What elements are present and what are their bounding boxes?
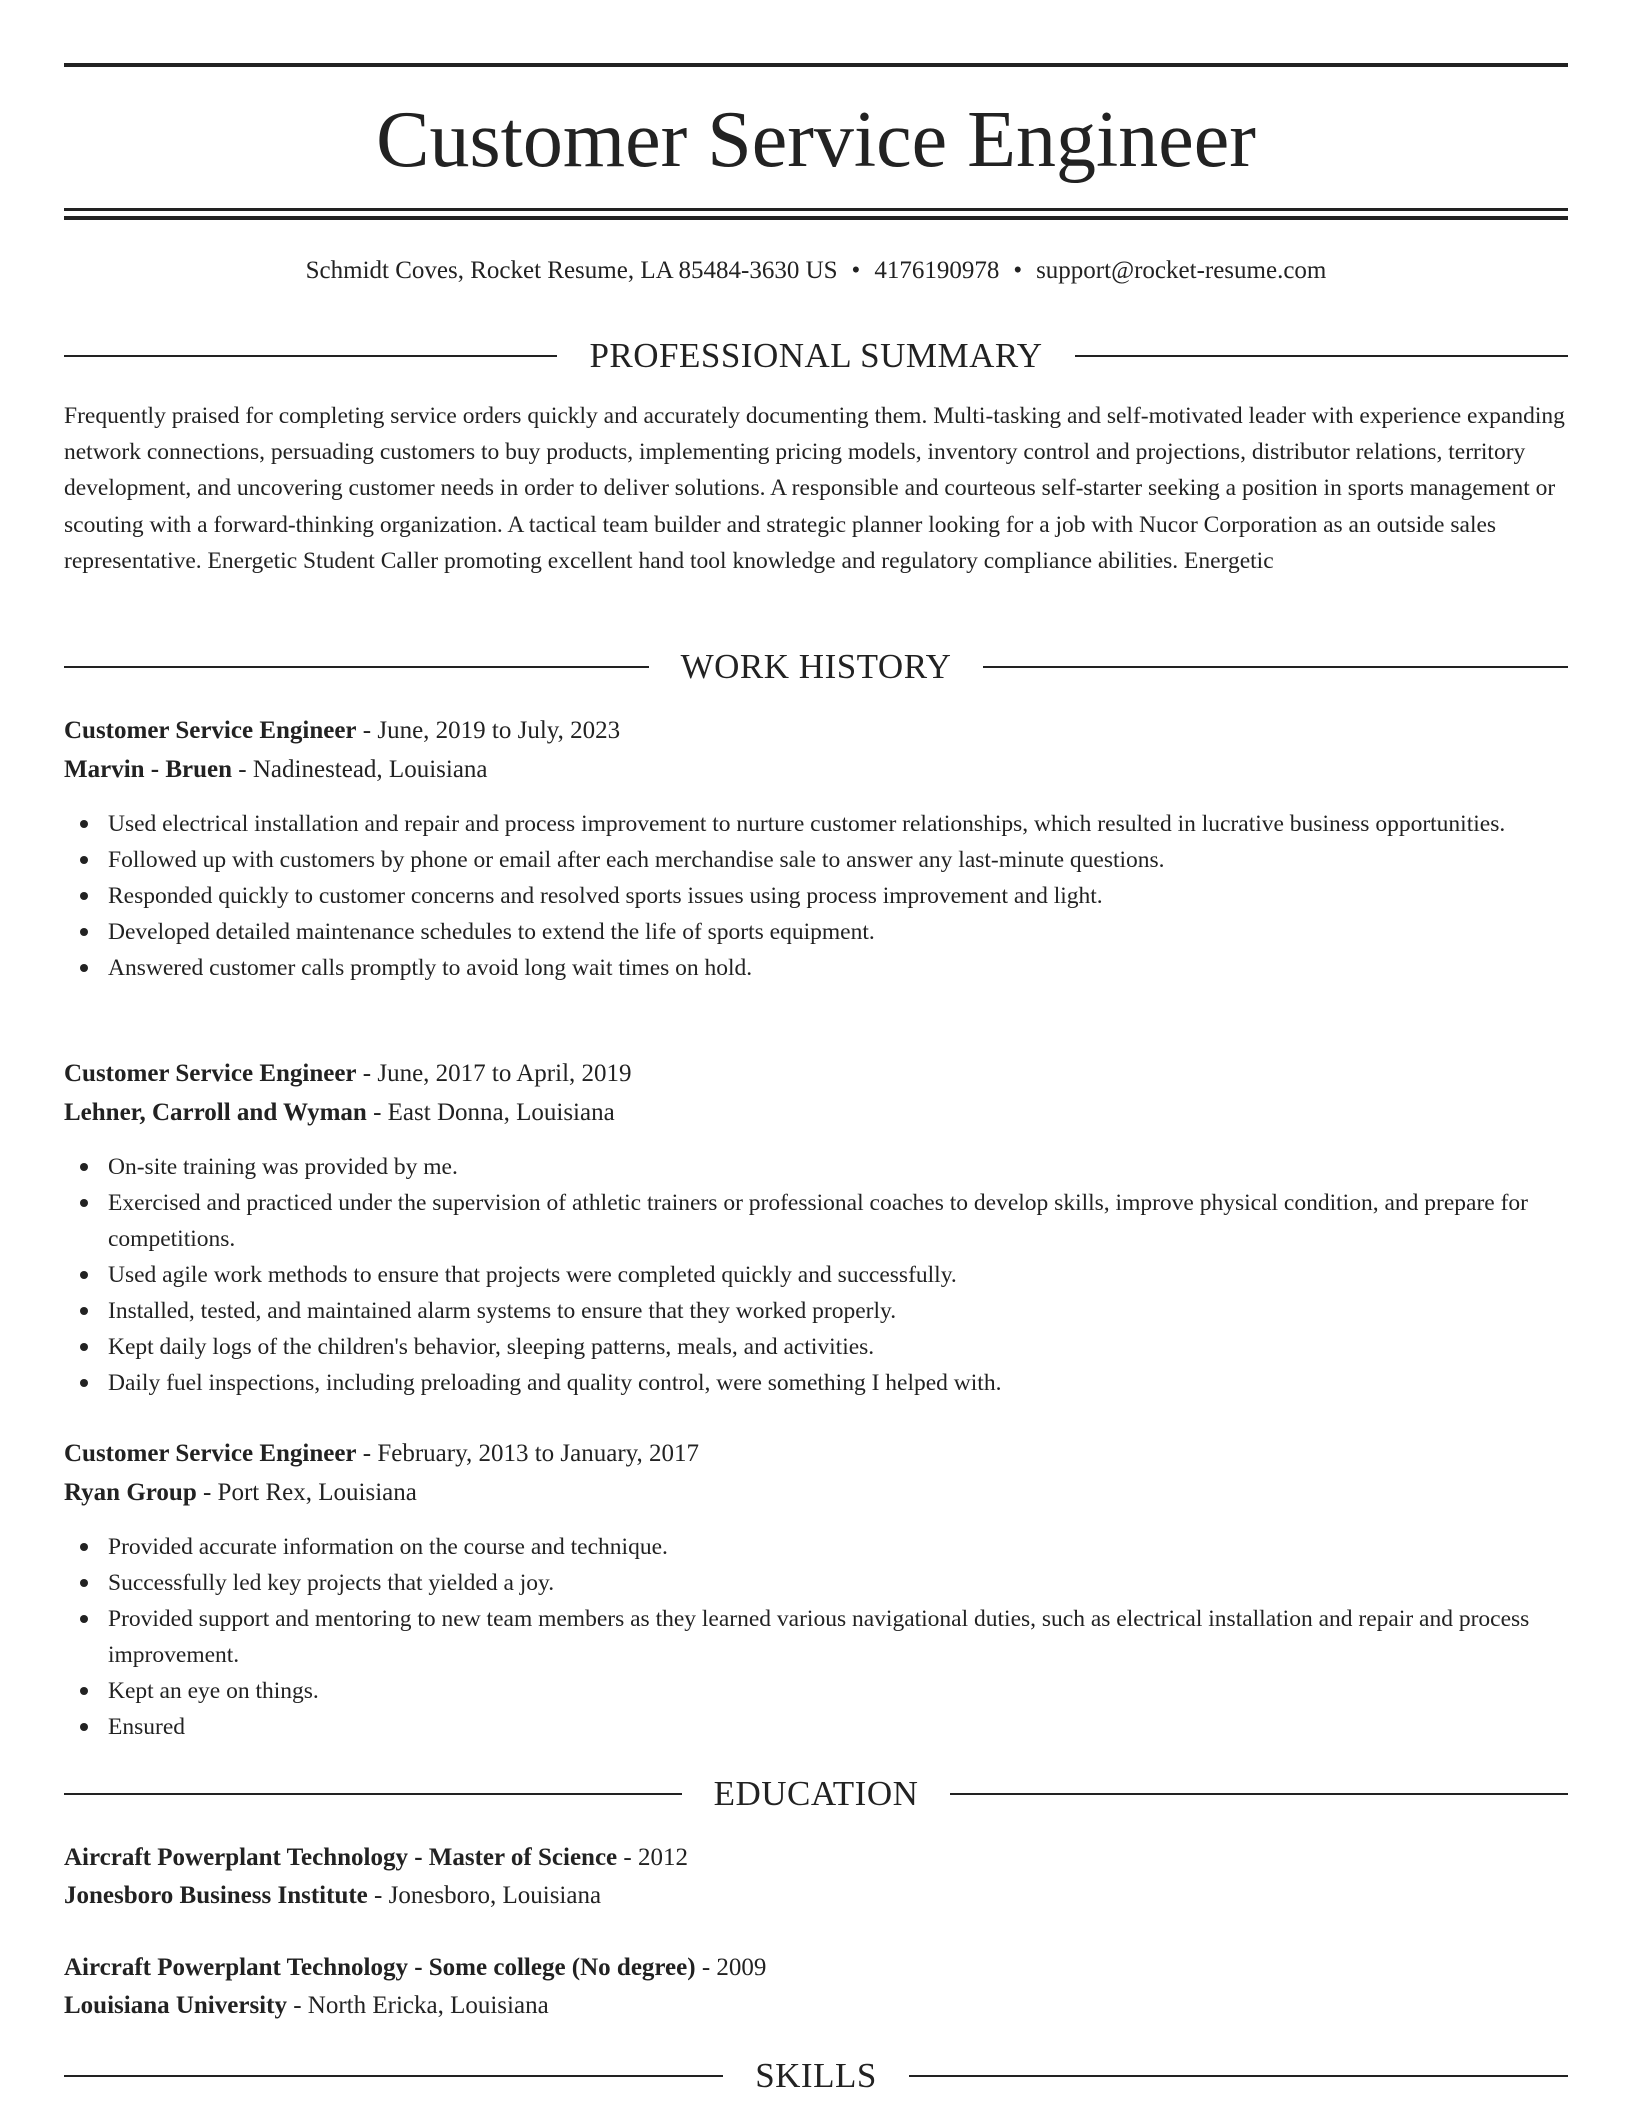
job-dates: - June, 2017 to April, 2019: [356, 1060, 632, 1087]
bullet-icon: [80, 1343, 88, 1351]
list-item: [64, 1257, 1568, 1293]
job-company-line: [64, 1096, 1568, 1130]
list-item: [64, 1601, 1568, 1673]
bullet-text: Developed detailed maintenance schedules to extend the life of sports equipment.: [108, 919, 875, 945]
education-school-line: [64, 1879, 1568, 1913]
bullet-icon: [80, 1543, 88, 1551]
section-title: PROFESSIONAL SUMMARY: [589, 336, 1043, 375]
bullet-text: Ensured: [108, 1714, 186, 1740]
job-title: Customer Service Engineer: [64, 1440, 357, 1467]
job-company-line: [64, 753, 1568, 787]
bullet-icon: [80, 892, 88, 900]
education-school: Louisiana University: [64, 1992, 287, 2019]
bullet-icon: [80, 1163, 88, 1171]
bullet-text: Daily fuel inspections, including preloading and quality control, were something I helped with.: [108, 1370, 1002, 1396]
job-company: Lehner, Carroll and Wyman: [64, 1099, 367, 1126]
section-rule: [950, 1793, 1568, 1795]
section-rule: [64, 355, 557, 357]
bullet-text: Exercised and practiced under the supervision of athletic trainers or professional coaches to develop skills, improve physical condition, and prepare for competitions.: [108, 1190, 1528, 1252]
list-item: [64, 806, 1568, 842]
education-location: - North Ericka, Louisiana: [286, 1992, 549, 2019]
list-item: [64, 1709, 1568, 1745]
bullet-icon: [80, 856, 88, 864]
section-rule: [64, 1793, 682, 1795]
list-item: [64, 842, 1568, 878]
contact-email[interactable]: support@rocket-resume.com: [1036, 257, 1327, 284]
section-rule: [1075, 355, 1568, 357]
bullet-icon: [80, 964, 88, 972]
job-bullets: [64, 806, 1568, 986]
list-item: [64, 1185, 1568, 1257]
job-title: Customer Service Engineer: [64, 717, 357, 744]
job-title-line: [64, 1057, 1568, 1091]
bullet-text: Provided accurate information on the course and technique.: [108, 1534, 668, 1560]
header-bottom-rule-second: [64, 216, 1568, 220]
list-item: [64, 1673, 1568, 1709]
contact-separator: •: [1013, 257, 1023, 284]
candidate-name: Customer Service Engineer: [376, 96, 1256, 184]
bullet-icon: [80, 1615, 88, 1623]
bullet-text: Used agile work methods to ensure that projects were completed quickly and successfully.: [108, 1262, 957, 1288]
section-heading-summary: [64, 334, 1568, 378]
list-item: [64, 1293, 1568, 1329]
list-item: [64, 878, 1568, 914]
job-company: Ryan Group: [64, 1479, 197, 1506]
section-heading-work-history: [64, 645, 1568, 689]
education-year: - 2012: [617, 1844, 688, 1871]
job-bullets: [64, 1529, 1568, 1745]
job-location: - East Donna, Louisiana: [366, 1099, 615, 1126]
education-degree: Aircraft Powerplant Technology - Some college (No degree): [64, 1954, 696, 1981]
bullet-text: Kept an eye on things.: [108, 1678, 319, 1704]
job-location: - Port Rex, Louisiana: [196, 1479, 417, 1506]
header-top-rule: [64, 63, 1568, 67]
bullet-icon: [80, 1687, 88, 1695]
list-item: [64, 914, 1568, 950]
bullet-text: On-site training was provided by me.: [108, 1154, 458, 1180]
job-title-line: [64, 1437, 1568, 1471]
education-degree-line: [64, 1951, 1568, 1985]
section-rule: [983, 666, 1568, 668]
bullet-text: Installed, tested, and maintained alarm systems to ensure that they worked properly.: [108, 1298, 897, 1324]
bullet-text: Kept daily logs of the children's behavior, sleeping patterns, meals, and activities.: [108, 1334, 875, 1360]
education-school: Jonesboro Business Institute: [64, 1882, 368, 1909]
contact-phone[interactable]: 4176190978: [874, 257, 1000, 284]
bullet-icon: [80, 1723, 88, 1731]
bullet-icon: [80, 1307, 88, 1315]
education-degree-line: [64, 1841, 1568, 1875]
list-item: [64, 1565, 1568, 1601]
list-item: [64, 1365, 1568, 1401]
bullet-icon: [80, 1199, 88, 1207]
list-item: [64, 1529, 1568, 1565]
bullet-text: Followed up with customers by phone or email after each merchandise sale to answer any last-minute questions.: [108, 847, 1165, 873]
bullet-icon: [80, 1579, 88, 1587]
education-year: - 2009: [695, 1954, 767, 1981]
section-title: WORK HISTORY: [680, 647, 952, 686]
bullet-icon: [80, 928, 88, 936]
header-bottom-rule: [64, 208, 1568, 211]
job-company-line: [64, 1476, 1568, 1510]
education-school-line: [64, 1989, 1568, 2023]
bullet-icon: [80, 820, 88, 828]
section-rule: [64, 2075, 723, 2077]
contact-line: [64, 254, 1568, 288]
education-degree: Aircraft Powerplant Technology - Master of Science: [64, 1844, 618, 1871]
section-title: SKILLS: [755, 2056, 877, 2095]
list-item: [64, 1329, 1568, 1365]
contact-separator: •: [851, 257, 861, 284]
section-rule: [909, 2075, 1568, 2077]
job-company: Marvin - Bruen: [64, 756, 233, 783]
bullet-text: Responded quickly to customer concerns and resolved sports issues using process improvement and light.: [108, 883, 1103, 909]
job-dates: - June, 2019 to July, 2023: [356, 717, 621, 744]
list-item: [64, 950, 1568, 986]
job-location: - Nadinestead, Louisiana: [232, 756, 488, 783]
list-item: [64, 1149, 1568, 1185]
section-heading-skills: [64, 2054, 1568, 2098]
section-heading-education: [64, 1772, 1568, 1816]
job-bullets: [64, 1149, 1568, 1401]
job-title-line: [64, 714, 1568, 748]
job-title: Customer Service Engineer: [64, 1060, 357, 1087]
section-title: EDUCATION: [713, 1774, 919, 1813]
education-location: - Jonesboro, Louisiana: [367, 1882, 602, 1909]
bullet-text: Provided support and mentoring to new team members as they learned various navigational duties, such as electrical installation and repair and process improvement.: [108, 1606, 1530, 1668]
section-rule: [64, 666, 649, 668]
job-dates: - February, 2013 to January, 2017: [356, 1440, 700, 1467]
bullet-icon: [80, 1379, 88, 1387]
bullet-text: Successfully led key projects that yielded a joy.: [108, 1570, 555, 1596]
bullet-text: Answered customer calls promptly to avoid long wait times on hold.: [108, 955, 753, 981]
bullet-icon: [80, 1271, 88, 1279]
contact-address: Schmidt Coves, Rocket Resume, LA 85484-3630 US: [305, 257, 838, 284]
summary-text: Frequently praised for completing service orders quickly and accurately documenting them. Multi-tasking and self-motivated leader with experience expanding network connections, persuading customers to buy products, implementing pricing models, inventory control and projections, distributor relations, territory development, and uncovering customer needs in order to deliver solutions. A responsible and courteous self-starter seeking a position in sports management or scouting with a forward-thinking organization. A tactical team builder and strategic planner looking for a job with Nucor Corporation as an outside sales representative. Energetic Student Caller promoting excellent hand tool knowledge and regulatory compliance abilities. Energetic: [64, 403, 1565, 574]
bullet-text: Used electrical installation and repair and process improvement to nurture customer relationships, which resulted in lucrative business opportunities.: [108, 811, 1506, 837]
